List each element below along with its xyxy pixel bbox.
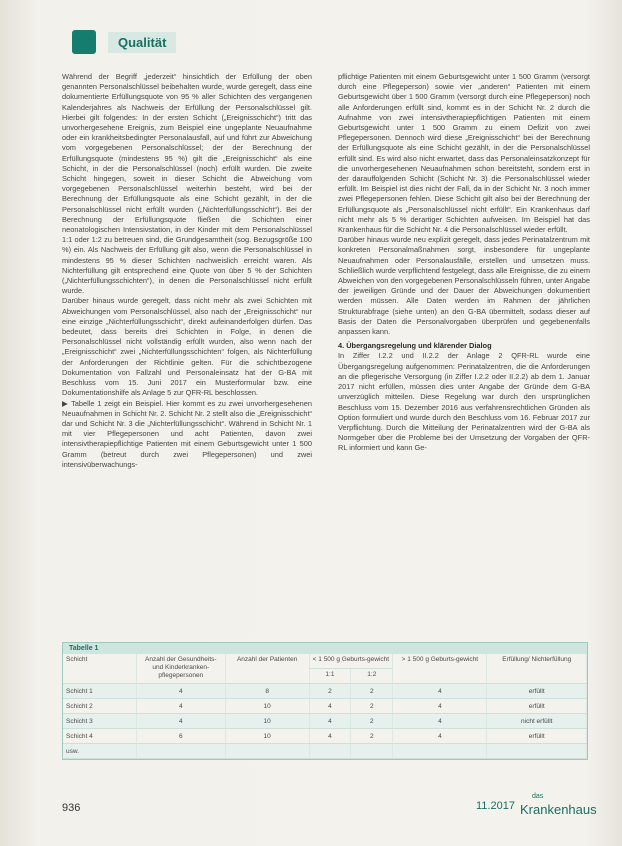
section-header [72,30,176,54]
table-cell [351,744,393,759]
table-cell: 4 [393,714,487,729]
paragraph: Während der Begriff „jederzeit“ hinsichtlich der Erfüllung der oben genannten Personalschlüssel beibehalten wurde, wurde geregelt, dass eine dokumentierte Erfüllungsquote von 95 % aller Schichten des vergangenen Kalenderjahres als Nachweis der Erfüllung der Personalschlüssel gilt. Hierbei gilt folgendes: In der ersten Schicht („Ereignisschicht“) tritt das unvorhergesehene Ereignis, zum Beispiel eine ungeplante Neuaufnahme oder ein krankheitsbedingter Personalausfall, auf und führt zur Abweichung vom vorgegebenen Personalschlüssel; der der Berechnung der Erfüllungsquote (mindestens 95 %) gilt die „Ereignisschicht“ als eine Schicht, in der die Personalschlüssel (noch) erfüllt wurden. Die zweite Schicht hingegen, soweit in dieser Schicht die Abweichung vom vorgegebenen Personalschlüssel weiterhin besteht, wird bei der Berechnung der Erfüllungsquote als eine Schicht gezählt, in der die Personalschlüssel nicht erfüllt wurden („Nichterfüllungsschicht“). Bei der Berechnung der Erfüllungsquote fließen die Schichten einer neonatologischen Intensivstation, in der Kinder mit dem Personalschlüssel 1:1 oder 1:2 zu betreuen sind, die Grundgesamtheit (sog. Bezugsgröße 100 %) ein. Als Nachweis der Erfüllung gilt also, wenn die Personalschlüssel in mindestens 95 % dieser Schichten nachweislich erreicht waren. Als Nichterfüllung gilt entsprechend eine Quote von über 5 % der Schichten („Nichterfüllungsschichten“), in denen die Personalschlüssel nicht erfüllt wurde. [62,72,312,296]
paragraph: ▶ Tabelle 1 zeigt ein Beispiel. Hier kommt es zu zwei unvorhergesehenen Neuaufnahmen in Schicht Nr. 2. Schicht Nr. 2 stellt also die „Ereignisschicht“ dar und Schicht Nr. 3 die „Nichterfüllungsschicht“. Während in Schicht Nr. 1 mit vier Pflegepersonen und acht Patienten, davon zwei intensivtherapiepflichtige Patienten mit einem Geburtsgewicht unter 1 500 Gramm (betreut durch zwei Pflegepersonen) und zwei intensivüberwachungs- [62,398,312,469]
table-cell [393,744,487,759]
column-header: > 1 500 g Geburts-gewicht [393,654,487,684]
page-number: 936 [62,802,81,814]
journal-logo [520,793,597,819]
table-cell: 4 [393,684,487,699]
table-cell: 2 [309,684,351,699]
table-cell: 10 [225,699,309,714]
table-cell: 2 [351,729,393,744]
table-cell: 4 [393,699,487,714]
table-cell: usw. [63,744,136,759]
table-1 [62,642,588,760]
column-header: Anzahl der Patienten [225,654,309,684]
table-cell: 6 [136,729,225,744]
column-header: Schicht [63,654,136,684]
column-subheader: 1:1 [309,669,351,684]
table-row [63,714,587,729]
table-cell: 10 [225,714,309,729]
column-subheader: 1:2 [351,669,393,684]
table-cell: 2 [351,699,393,714]
table-cell: 2 [351,714,393,729]
table-cell: 4 [136,684,225,699]
table-cell: Schicht 1 [63,684,136,699]
column-header: Anzahl der Gesundheits- und Kinderkranken-pflegepersonen [136,654,225,684]
table-cell [487,744,587,759]
table-row [63,729,587,744]
table-cell: Schicht 4 [63,729,136,744]
table-row [63,744,587,759]
table-cell: 4 [309,714,351,729]
paragraph: Darüber hinaus wurde neu explizit geregelt, dass jedes Perinatalzentrum mit konkreten Personalmaßnahmen sorgt, insbesondere für ungeplante Neuaufnahmen oder Personalausfälle, erstellen und umsetzen muss. Schließlich wurde verpflichtend festgelegt, dass alle Ereignisse, die zu einem Abweichen von den vorgegebenen Personalschlüsseln führen, unter Angabe der jeweiligen Gründe und der Dauer der Abweichungen dokumentiert werden müssen. Alle Daten werden im Rahmen der jährlichen Strukturabfrage (siehe unten) an den G-BA übermittelt, sodass dieser auf Basis der Daten die Personalvorgaben überprüfen und gegebenenfalls anpassen kann. [338,235,590,337]
table-cell: erfüllt [487,699,587,714]
section-title: Qualität [108,32,176,53]
table-cell [225,744,309,759]
table-cell: Schicht 2 [63,699,136,714]
table-cell: erfüllt [487,729,587,744]
section-color-box [72,30,96,54]
paragraph: Darüber hinaus wurde geregelt, dass nicht mehr als zwei Schichten mit Abweichungen vom Personalschlüssel, also nach der „Ereignisschicht“ nur eine einzige „Nichterfüllungsschicht“, direkt aufeinanderfolgen dürfen. Das bedeutet, dass bereits drei Schichten in Folge, in denen die Personalschlüssel nicht vollständig erfüllt wurden, also wenn nach der „Ereignisschicht“ zwei „Nichterfüllungsschichten“ folgen, als Nichterfüllung der Anforderungen der Richtlinie gelten. Für die schichtbezogene Dokumentation von Fallzahl und Personaleinsatz hat der G-BA mit Beschluss vom 15. Juni 2017 ein Musterformular bzw. eine Dokumentationshilfe als Anlage 5 zur QFR-RL beschlossen. [62,296,312,398]
data-table [63,654,587,759]
table-cell: 2 [351,684,393,699]
table-cell: 10 [225,729,309,744]
table-cell: Schicht 3 [63,714,136,729]
table-row [63,699,587,714]
table-cell: 4 [393,729,487,744]
table-cell: nicht erfüllt [487,714,587,729]
table-cell: 4 [309,699,351,714]
paragraph: pflichtige Patienten mit einem Geburtsgewicht unter 1 500 Gramm (versorgt durch eine Pflegeperson) sowie vier „anderen“ Patienten mit einem Geburtsgewicht über 1 500 Gramm (versorgt durch eine Pflegeperson) noch alle Anforderungen erfüllt sind, kommt es in der Schicht Nr. 2 durch die Aufnahme von zwei intensivtherapiepflichtigen Patienten mit einem Geburtsgewicht unter 1 500 Gramm zu einem Defizit von zwei Pflegepersonen. Dennoch wird diese „Ereignisschicht“ bei der Berechnung der Erfüllungsquote als eine Schicht gezählt, in der die Personalschlüssel erfüllt sind. Es wird also nicht erwartet, dass das Personaleinsatzkonzept für die unvorhergesehenen Neuaufnahmen schon bereitsteht, sondern erst in der darauffolgenden Schicht (Schicht Nr. 3) die Personalschlüssel wieder erfüllt. Im Beispiel ist dies nicht der Fall, da in der Schicht Nr. 3 noch immer zwei Pflegepersonen fehlen. Diese Schicht gilt also bei der Berechnung der Erfüllungsquote als „Personalschlüssel nicht erfüllt“. Ein Krankenhaus darf nicht mehr als 5 % derartiger Schichten aufweisen. Im Beispiel hat das Krankenhaus für die Schicht Nr. 4 die Personalschlüssel wieder erfüllt. [338,72,590,235]
logo-name: Krankenhaus [520,802,597,817]
table-cell: 4 [136,714,225,729]
table-cell: 4 [309,729,351,744]
table-row [63,684,587,699]
column-header: < 1 500 g Geburts-gewicht [309,654,393,669]
paragraph: In Ziffer I.2.2 und II.2.2 der Anlage 2 QFR-RL wurde eine Übergangsregelung aufgenommen: Perinatalzentren, die die Anforderungen an die pflegerische Versorgung (in Ziffer I.2.2 oder II.2.2) ab dem 1. Januar 2017 nicht erfüllen, müssen dies unter Angabe der Gründe dem G-BA unverzüglich mitteilen. Diese Regelung war durch den ursprünglichen Beschluss vom 15. Dezember 2016 aus verfahrensrechtlichen Gründen als Option formuliert und wurde durch den Beschluss vom 16. Februar 2017 zur Verpflichtung. Durch die Mitteilung der Perinatalzentren wird der G-BA als Normgeber über die Probleme bei der Umsetzung der Vorgaben der QFR-RL informiert und kann Ge- [338,351,590,453]
table-cell [136,744,225,759]
right-column [338,72,590,454]
table-cell: 8 [225,684,309,699]
section-heading: 4. Übergangsregelung und klärender Dialog [338,341,492,351]
column-header: Erfüllung/ Nichterfüllung [487,654,587,684]
issue-number: 11.2017 [476,800,515,812]
table-cell: erfüllt [487,684,587,699]
table-title: Tabelle 1 [63,643,587,654]
logo-small-text: das [532,793,544,800]
table-cell: 4 [136,699,225,714]
table-cell [309,744,351,759]
left-column [62,72,312,470]
